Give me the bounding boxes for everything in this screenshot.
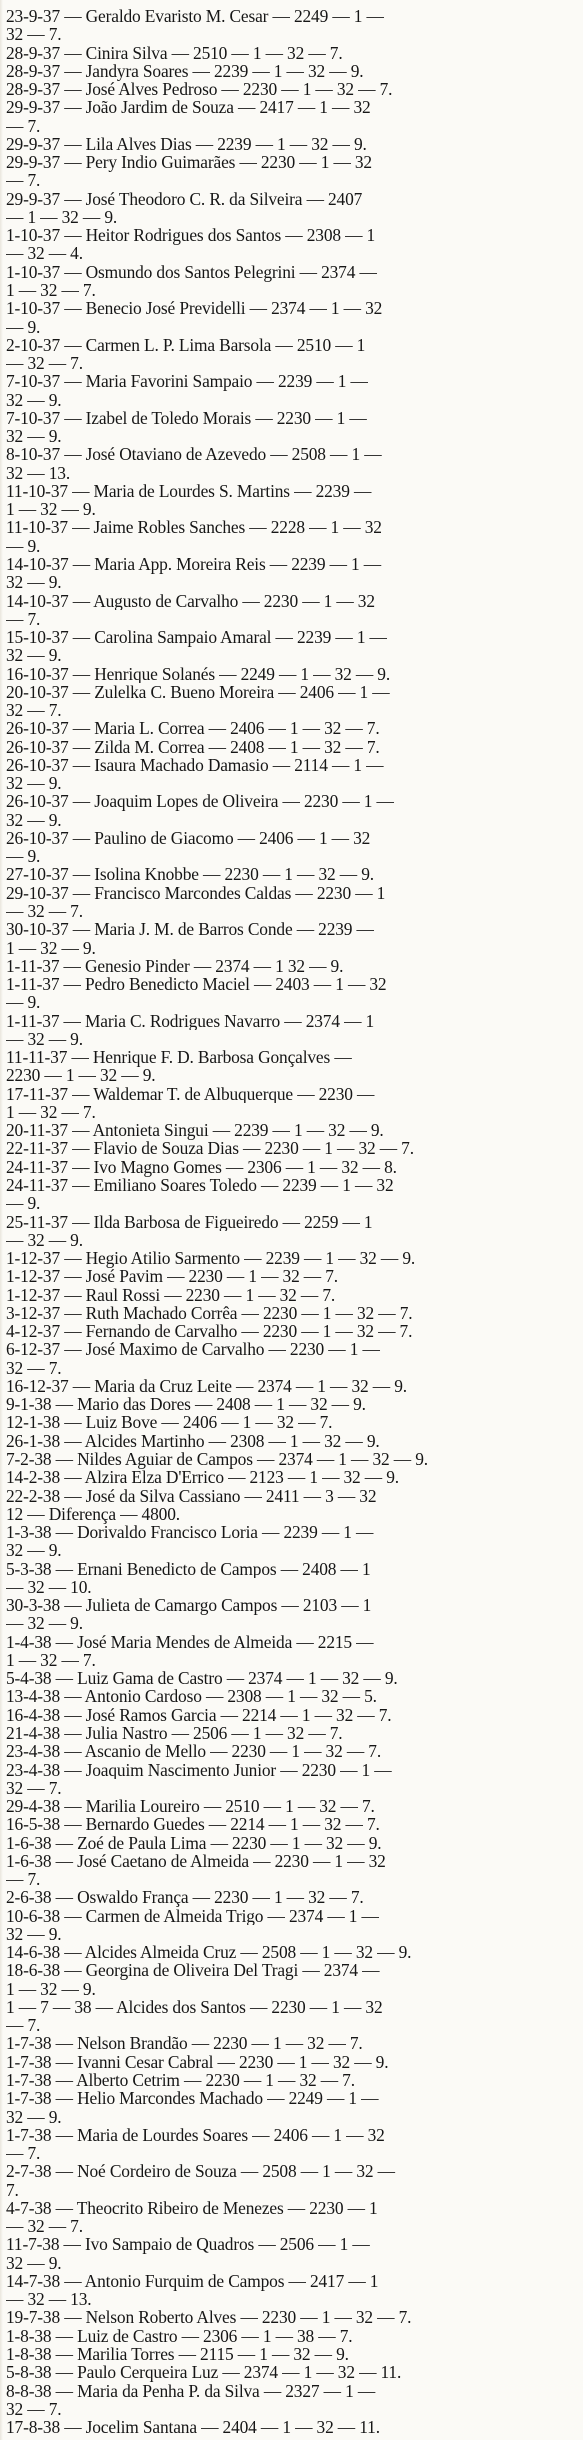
registry-line: — 7. [6, 172, 41, 191]
registry-line: 32 — 9. [6, 2108, 62, 2127]
registry-line: 7-10-37 — Izabel de Toledo Morais — 2230 — 1 — [6, 409, 367, 428]
scan-edge [0, 0, 3, 2440]
registry-line: 1-11-37 — Genesio Pinder — 2374 — 1 32 — 9. [6, 957, 344, 976]
registry-line: 13-4-38 — Antonio Cardoso — 2308 — 1 — 32 — 5. [6, 1688, 377, 1707]
registry-line: 26-10-37 — Joaquim Lopes de Oliveira — 2230 — 1 — [6, 793, 394, 812]
registry-line: 26-10-37 — Isaura Machado Damasio — 2114 — 1 — [6, 756, 384, 775]
registry-line: 20-11-37 — Antonieta Singui — 2239 — 1 — 32 — 9. [6, 1122, 384, 1140]
registry-line: 1-11-37 — Pedro Benedicto Maciel — 2403 — 1 — 32 [6, 976, 387, 994]
registry-line: 29-9-37 — João Jardim de Souza — 2417 — 1 — 32 [6, 99, 371, 118]
registry-line: 23-9-37 — Geraldo Evaristo M. Cesar — 2249 — 1 — [6, 8, 384, 26]
registry-line: 30-10-37 — Maria J. M. de Barros Conde — 2239 — [6, 921, 374, 940]
registry-line: 12-1-38 — Luiz Bove — 2406 — 1 — 32 — 7. [6, 1414, 333, 1433]
registry-line: 10-6-38 — Carmen de Almeida Trigo — 2374 — 1 — [6, 1907, 379, 1926]
registry-line: 32 — 7. [6, 1779, 62, 1798]
registry-line: — 32 — 9. [6, 1231, 83, 1250]
registry-line: 22-2-38 — José da Silva Cassiano — 2411 — 3 — 32 [6, 1487, 377, 1506]
registry-line: 27-10-37 — Isolina Knobbe — 2230 — 1 — 32 — 9. [6, 866, 374, 885]
registry-line: 1-7-38 — Nelson Brandão — 2230 — 1 — 32 — 7. [6, 2035, 363, 2054]
registry-line: 5-4-38 — Luiz Gama de Castro — 2374 — 1 — 32 — 9. [6, 1670, 398, 1688]
registry-line: — 32 — 7. [6, 903, 83, 921]
registry-line: 19-7-38 — Nelson Roberto Alves — 2230 — 1 — 32 — 7. [6, 2309, 412, 2328]
registry-line: 12 — Diferença — 4800. [6, 1505, 180, 1524]
registry-line: 7-10-37 — Maria Favorini Sampaio — 2239 — 1 — [6, 373, 368, 392]
registry-line: 11-10-37 — Jaime Robles Sanches — 2228 — 1 — 32 [6, 519, 382, 538]
registry-line: 1 — 32 — 7. [6, 281, 96, 300]
registry-line: 26-10-37 — Zilda M. Correa — 2408 — 1 — 32 — 7. [6, 738, 380, 757]
registry-line: 1-12-37 — Raul Rossi — 2230 — 1 — 32 — 7. [6, 1286, 336, 1305]
registry-line: 32 — 9. [6, 647, 62, 666]
registry-line: 25-11-37 — Ilda Barbosa de Figueiredo — 2259 — 1 [6, 1213, 373, 1232]
registry-line: 1-8-38 — Luiz de Castro — 2306 — 1 — 38 — 7. [6, 2327, 353, 2346]
registry-line: 32 — 7. [6, 2400, 62, 2419]
registry-line: 14-10-37 — Maria App. Moreira Reis — 2239 — 1 — [6, 555, 382, 574]
registry-line: 16-10-37 — Henrique Solanés — 2249 — 1 — 32 — 9. [6, 665, 391, 684]
registry-line: 2-6-38 — Oswaldo França — 2230 — 1 — 32 — 7. [6, 1889, 364, 1908]
registry-line: 4-12-37 — Fernando de Carvalho — 2230 — 1 — 32 — 7. [6, 1323, 413, 1341]
registry-line: 23-4-38 — Joaquim Nascimento Junior — 2230 — 1 — [6, 1761, 392, 1780]
registry-line: 1-4-38 — José Maria Mendes de Almeida — 2215 — [6, 1633, 374, 1652]
registry-list [6, 8, 575, 2438]
registry-line: 32 — 7. [6, 26, 62, 45]
registry-line: 15-10-37 — Carolina Sampaio Amaral — 2239 — 1 — [6, 629, 387, 647]
registry-line: 11-10-37 — Maria de Lourdes S. Martins — 2239 — [6, 482, 372, 501]
registry-line: 32 — 9. [6, 574, 62, 593]
registry-line: 26-10-37 — Paulino de Giacomo — 2406 — 1 — 32 [6, 829, 371, 848]
registry-line: 28-9-37 — Cinira Silva — 2510 — 1 — 32 — 7. [6, 44, 343, 63]
registry-line: 21-4-38 — Julia Nastro — 2506 — 1 — 32 — 7. [6, 1724, 343, 1743]
registry-line: 29-10-37 — Francisco Marcondes Caldas — 2230 — 1 [6, 884, 386, 903]
registry-line: 1-12-37 — Hegio Atilio Sarmento — 2239 — 1 — 32 — 9. [6, 1250, 416, 1268]
registry-line: 28-9-37 — Jandyra Soares — 2239 — 1 — 32 — 9. [6, 62, 364, 81]
registry-line: 1 — 7 — 38 — Alcides dos Santos — 2230 — 1 — 32 [6, 1998, 383, 2017]
registry-line: 14-10-37 — Augusto de Carvalho — 2230 — 1 — 32 [6, 592, 375, 611]
registry-line: 2230 — 1 — 32 — 9. [6, 1067, 156, 1086]
registry-line: 29-9-37 — José Theodoro C. R. da Silveira — 2407 [6, 190, 363, 209]
registry-line: 29-4-38 — Marilia Loureiro — 2510 — 1 — 32 — 7. [6, 1798, 375, 1816]
registry-line: 1 — 32 — 7. [6, 1103, 96, 1122]
registry-line: 1-7-38 — Maria de Lourdes Soares — 2406 — 1 — 32 [6, 2126, 385, 2145]
registry-line: 1 — 32 — 9. [6, 501, 96, 519]
registry-line: 32 — 9. [6, 811, 62, 830]
registry-line: 4-7-38 — Theocrito Ribeiro de Menezes — 2230 — 1 [6, 2199, 378, 2218]
registry-line: 8-10-37 — José Otaviano de Azevedo — 2508 — 1 — [6, 446, 382, 465]
registry-line: 1-7-38 — Helio Marcondes Machado — 2249 — 1 — [6, 2090, 379, 2109]
registry-line: — 32 — 10. [6, 1578, 92, 1597]
registry-line: 2-7-38 — Noé Cordeiro de Souza — 2508 — 1 — 32 — [6, 2163, 395, 2182]
registry-line: 29-9-37 — Pery Indio Guimarães — 2230 — 1 — 32 [6, 154, 372, 172]
registry-line: 32 — 9. [6, 1925, 62, 1944]
registry-line: — 9. [6, 848, 41, 867]
registry-line: 7. [6, 2181, 19, 2200]
registry-line: 32 — 9. [6, 428, 62, 446]
registry-line: 32 — 9. [6, 1542, 62, 1561]
registry-line: 22-11-37 — Flavio de Souza Dias — 2230 — 1 — 32 — 7. [6, 1140, 414, 1159]
registry-line: — 7. [6, 2017, 41, 2036]
registry-line: 11-11-37 — Henrique F. D. Barbosa Gonçalves — [6, 1049, 352, 1067]
registry-line: 23-4-38 — Ascanio de Mello — 2230 — 1 — 32 — 7. [6, 1743, 382, 1762]
registry-line: — 9. [6, 537, 41, 556]
registry-line: — 32 — 9. [6, 1615, 83, 1634]
registry-line: 1 — 32 — 7. [6, 1651, 96, 1670]
registry-line: 1-8-38 — Marilia Torres — 2115 — 1 — 32 — 9. [6, 2346, 349, 2364]
registry-line: — 7. [6, 610, 41, 629]
registry-line: — 32 — 7. [6, 2218, 83, 2236]
registry-line: 1-6-38 — José Caetano de Almeida — 2230 — 1 — 32 [6, 1852, 386, 1871]
registry-line: 32 — 7. [6, 1359, 62, 1378]
registry-line: 1 — 32 — 9. [6, 1980, 96, 1999]
registry-line: 24-11-37 — Ivo Magno Gomes — 2306 — 1 — 32 — 8. [6, 1158, 397, 1177]
registry-line: — 1 — 32 — 9. [6, 208, 118, 227]
registry-line: 26-1-38 — Alcides Martinho — 2308 — 1 — 32 — 9. [6, 1432, 380, 1451]
registry-line: 1-10-37 — Heitor Rodrigues dos Santos — 2308 — 1 [6, 227, 376, 245]
registry-line: 32 — 9. [6, 391, 62, 410]
registry-line: 14-2-38 — Alzira Elza D'Errico — 2123 — 1 — 32 — 9. [6, 1469, 399, 1488]
registry-line: 5-8-38 — Paulo Cerqueira Luz — 2374 — 1 — 32 — 11. [6, 2364, 402, 2383]
registry-line: 17-8-38 — Jocelim Santana — 2404 — 1 — 32 — 11. [6, 2419, 380, 2437]
registry-line: 16-5-38 — Bernardo Guedes — 2214 — 1 — 32 — 7. [6, 1816, 380, 1835]
registry-line: — 9. [6, 318, 41, 337]
registry-line: 32 — 9. [6, 775, 62, 793]
registry-line: — 9. [6, 994, 41, 1013]
registry-line: 1-12-37 — José Pavim — 2230 — 1 — 32 — 7. [6, 1268, 338, 1287]
registry-line: 30-3-38 — Julieta de Camargo Campos — 2103 — 1 [6, 1597, 372, 1615]
registry-line: 14-6-38 — Alcides Almeida Cruz — 2508 — 1 — 32 — 9. [6, 1944, 412, 1962]
registry-line: 1-11-37 — Maria C. Rodrigues Navarro — 2374 — 1 [6, 1012, 375, 1031]
registry-line: — 9. [6, 1195, 41, 1214]
registry-line: 2-10-37 — Carmen L. P. Lima Barsola — 2510 — 1 [6, 336, 366, 355]
registry-line: 14-7-38 — Antonio Furquim de Campos — 2417 — 1 [6, 2272, 379, 2291]
registry-line: 7-2-38 — Nildes Aguiar de Campos — 2374 — 1 — 32 — 9. [6, 1450, 428, 1469]
registry-line: — 32 — 13. [6, 2291, 92, 2309]
registry-line: — 32 — 9. [6, 1030, 83, 1049]
registry-line: 6-12-37 — José Maximo de Carvalho — 2230 — 1 — [6, 1341, 380, 1360]
registry-line: — 7. [6, 2145, 41, 2163]
registry-line: 32 — 13. [6, 464, 71, 483]
registry-line: 28-9-37 — José Alves Pedroso — 2230 — 1 — 32 — 7. [6, 81, 393, 99]
registry-line: 1-10-37 — Benecio José Previdelli — 2374 — 1 — 32 [6, 300, 383, 319]
registry-line: 1-7-38 — Alberto Cetrim — 2230 — 1 — 32 — 7. [6, 2072, 355, 2090]
registry-line: 17-11-37 — Waldemar T. de Albuquerque — 2230 — [6, 1085, 375, 1104]
registry-line: 11-7-38 — Ivo Sampaio de Quadros — 2506 — 1 — [6, 2236, 370, 2255]
registry-line: 1 — 32 — 9. [6, 939, 96, 958]
registry-line: 1-3-38 — Dorivaldo Francisco Loria — 2239 — 1 — [6, 1524, 374, 1542]
registry-line: 29-9-37 — Lila Alves Dias — 2239 — 1 — 32 — 9. [6, 135, 367, 154]
registry-line: 18-6-38 — Georgina de Oliveira Del Tragi — 2374 — [6, 1962, 380, 1981]
registry-line: 1-7-38 — Ivanni Cesar Cabral — 2230 — 1 — 32 — 9. [6, 2053, 389, 2072]
registry-line: 26-10-37 — Maria L. Correa — 2406 — 1 — 32 — 7. [6, 720, 380, 739]
registry-line: 32 — 9. [6, 2254, 62, 2273]
registry-line: 24-11-37 — Emiliano Soares Toledo — 2239 — 1 — 32 [6, 1177, 394, 1195]
registry-line: 5-3-38 — Ernani Benedicto de Campos — 2408 — 1 [6, 1560, 371, 1579]
registry-line: — 32 — 7. [6, 355, 83, 373]
registry-line: 3-12-37 — Ruth Machado Corrêa — 2230 — 1 — 32 — 7. [6, 1304, 413, 1323]
registry-line: 9-1-38 — Mario das Dores — 2408 — 1 — 32 — 9. [6, 1396, 366, 1414]
registry-line: — 7. [6, 1871, 41, 1889]
registry-line: — 7. [6, 117, 41, 136]
registry-line: 1-6-38 — Zoé de Paula Lima — 2230 — 1 — 32 — 9. [6, 1834, 382, 1853]
registry-line: 20-10-37 — Zulelka C. Bueno Moreira — 2406 — 1 — [6, 683, 390, 702]
registry-line: 8-8-38 — Maria da Penha P. da Silva — 2327 — 1 — [6, 2382, 376, 2401]
registry-line: 32 — 7. [6, 702, 62, 720]
registry-line: 16-4-38 — José Ramos Garcia — 2214 — 1 — 32 — 7. [6, 1706, 392, 1725]
registry-line: 1-10-37 — Osmundo dos Santos Pelegrini — 2374 — [6, 263, 377, 282]
registry-line: — 32 — 4. [6, 245, 83, 264]
registry-line: 16-12-37 — Maria da Cruz Leite — 2374 — 1 — 32 — 9. [6, 1377, 407, 1396]
